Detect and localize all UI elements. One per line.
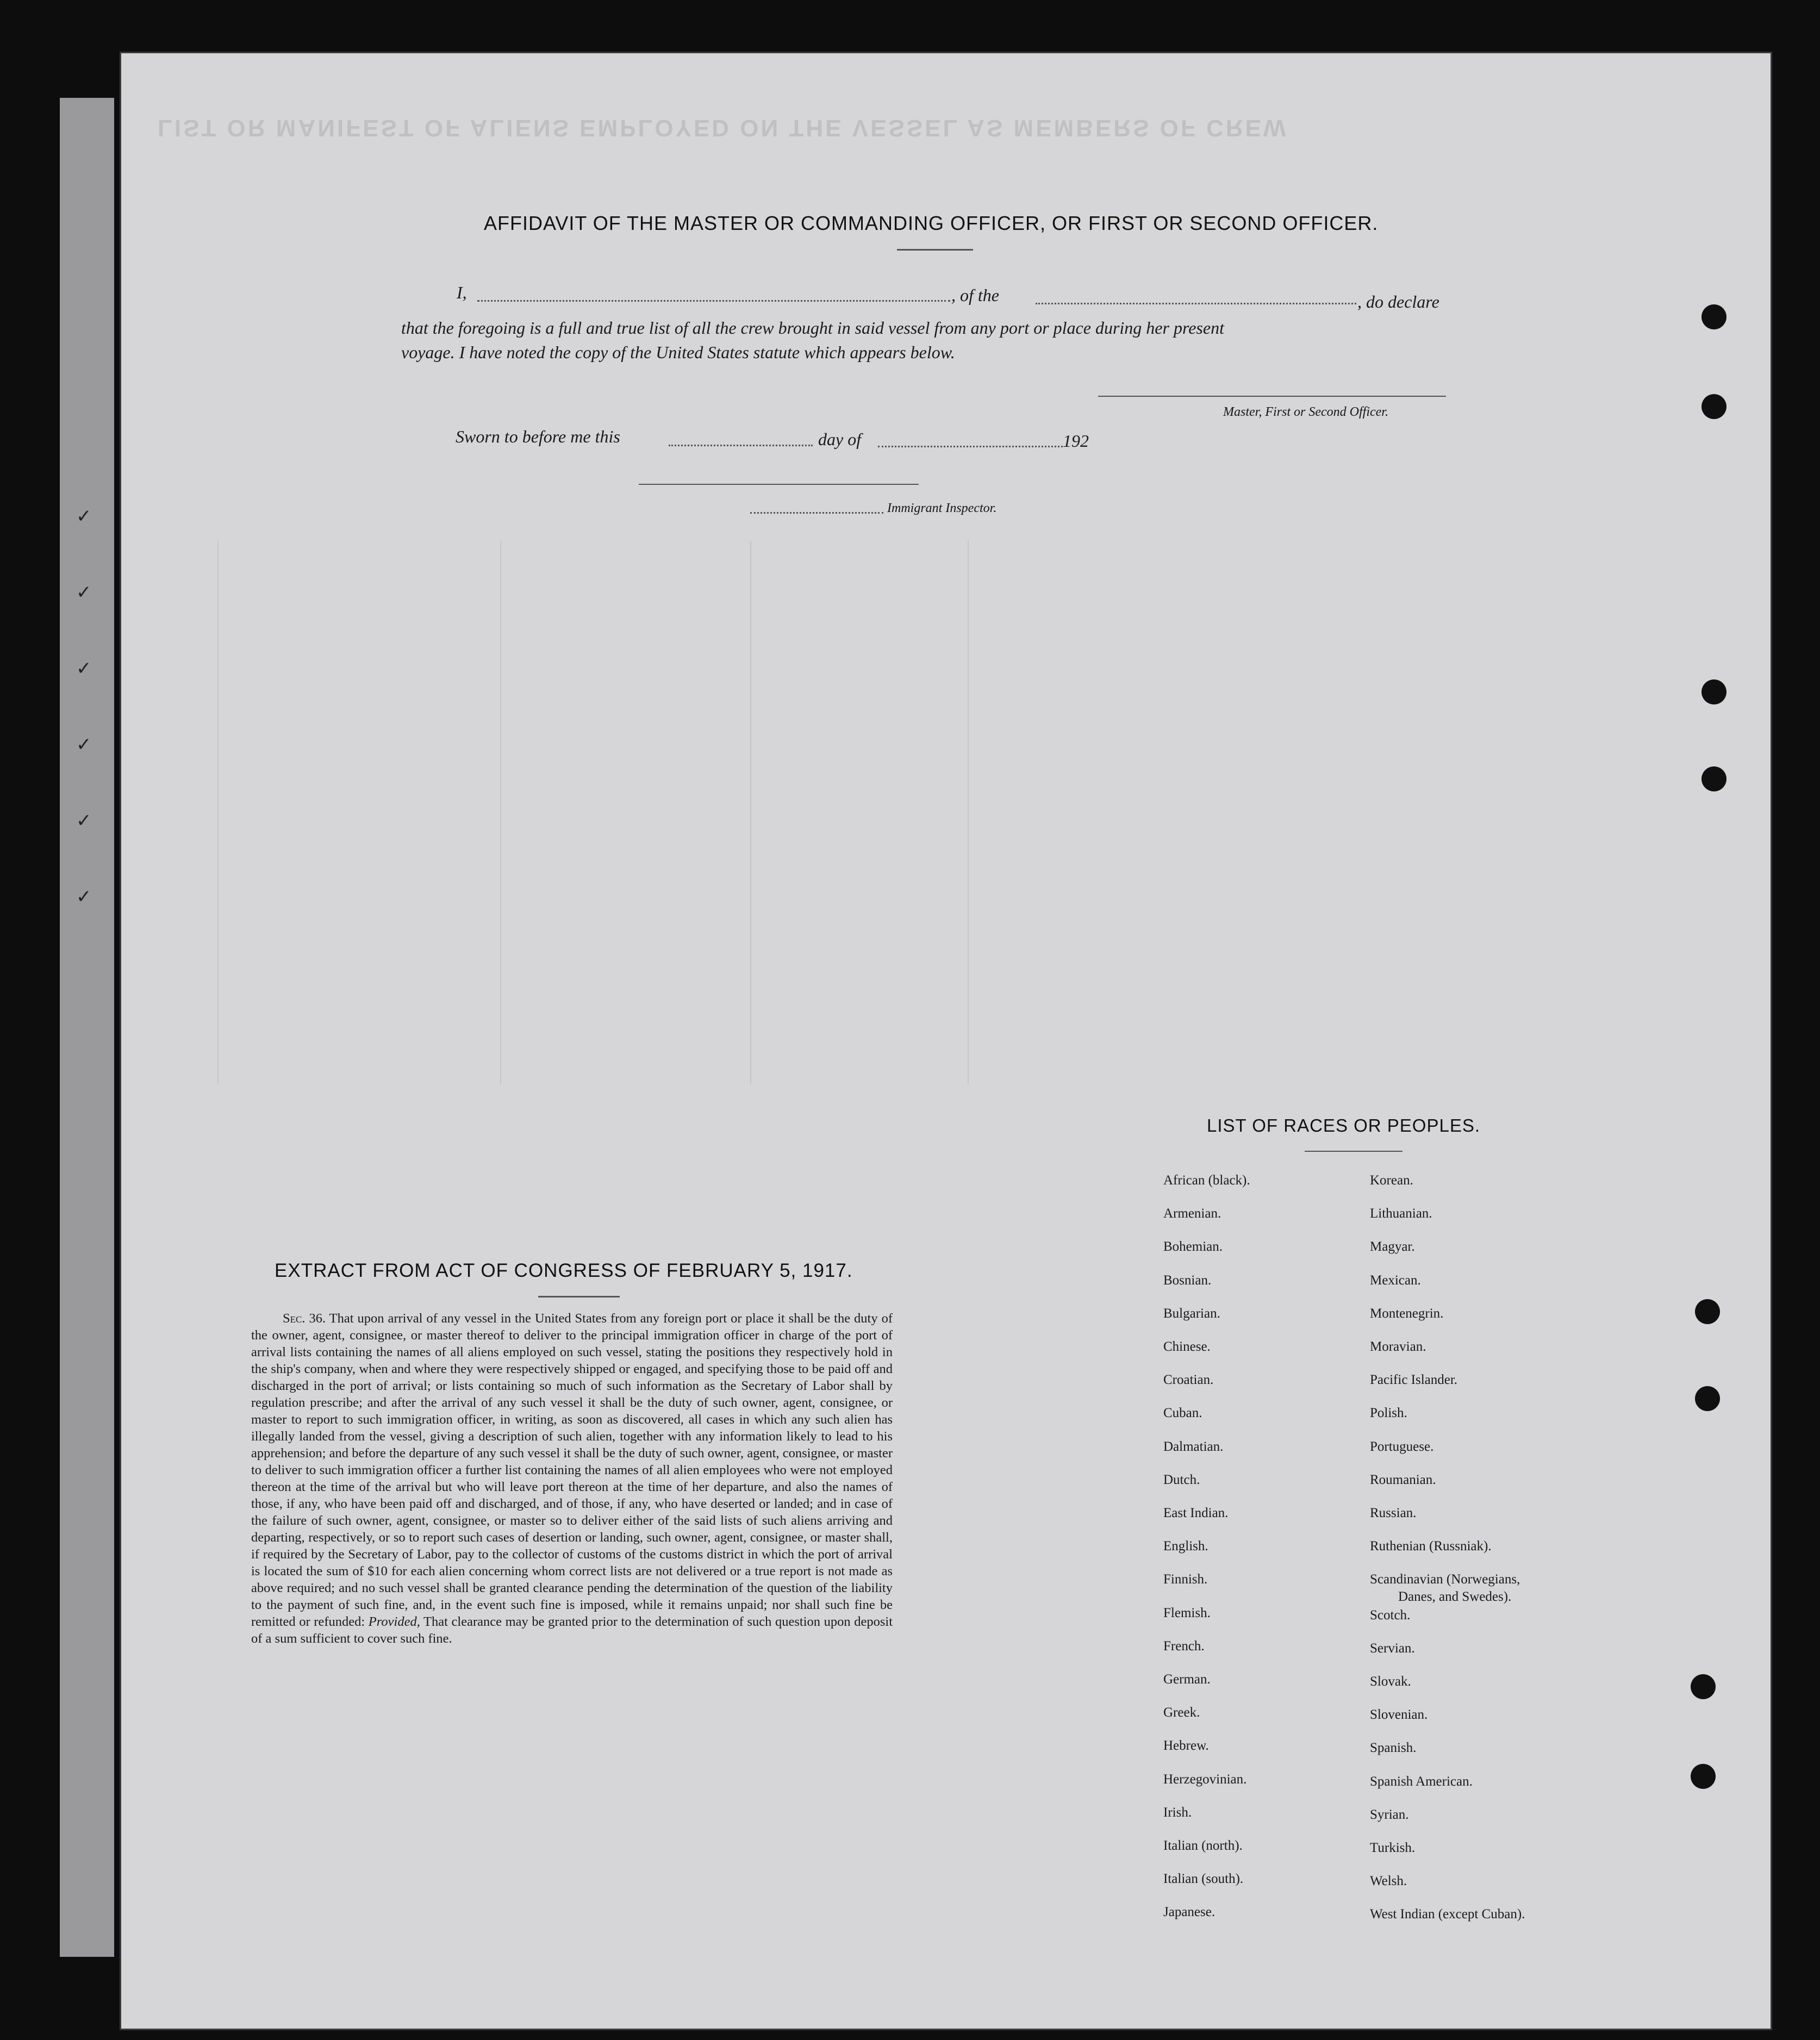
race-entry: English. <box>1163 1539 1208 1554</box>
sworn-year: 192 <box>1063 431 1089 451</box>
race-entry: Spanish. <box>1370 1740 1417 1756</box>
check-mark: ✓ <box>76 734 92 756</box>
affidavit-title: AFFIDAVIT OF THE MASTER OR COMMANDING OFFICER, OR FIRST OR SECOND OFFICER. <box>484 212 1379 234</box>
race-entry: Finnish. <box>1163 1572 1208 1587</box>
race-entry: Spanish American. <box>1370 1774 1473 1789</box>
affidavit-do-declare: , do declare <box>1357 292 1439 311</box>
race-entry: Portuguese. <box>1370 1439 1434 1454</box>
binder-hole <box>1691 1674 1716 1699</box>
race-entry: Lithuanian. <box>1370 1206 1432 1221</box>
sworn-month-field[interactable] <box>878 446 1063 447</box>
race-entry: Slovenian. <box>1370 1707 1428 1723</box>
statute-text <box>251 1310 893 1647</box>
race-entry: Polish. <box>1370 1406 1407 1421</box>
race-entry: Moravian. <box>1370 1339 1426 1354</box>
race-entry: Dutch. <box>1163 1472 1200 1487</box>
faint-grid-line <box>968 541 969 1084</box>
race-entry: Herzegovinian. <box>1163 1771 1247 1787</box>
statute-body-2: That clearance may be granted prior to the determination of such question upon deposit of a sum sufficient to cover such fine. <box>251 1614 893 1646</box>
race-entry: Slovak. <box>1370 1674 1411 1689</box>
binder-hole <box>1701 304 1726 329</box>
race-entry: Greek. <box>1163 1705 1200 1720</box>
race-entry: Korean. <box>1370 1173 1413 1188</box>
races-title: LIST OF RACES OR PEOPLES. <box>1207 1115 1481 1136</box>
race-entry: Turkish. <box>1370 1841 1416 1855</box>
sworn-prefix: Sworn to before me this <box>456 427 620 446</box>
inspector-label: Immigrant Inspector. <box>887 501 997 515</box>
inspector-dotted-line <box>750 512 883 514</box>
binder-hole <box>1701 679 1726 704</box>
extract-title: EXTRACT FROM ACT OF CONGRESS OF FEBRUARY 5, 1917. <box>275 1260 853 1281</box>
binder-hole <box>1691 1764 1716 1789</box>
race-entry: Bosnian. <box>1163 1272 1212 1288</box>
master-signature-field[interactable] <box>1098 396 1446 397</box>
officer-name-field[interactable] <box>477 300 950 302</box>
race-entry: Hebrew. <box>1163 1738 1209 1754</box>
title-rule <box>897 249 973 251</box>
faint-grid-line <box>750 541 751 1084</box>
statute-section-label: Sec. 36. <box>283 1311 326 1326</box>
affidavit-i-label: I, <box>457 283 467 302</box>
inspector-signature-field[interactable] <box>639 484 919 485</box>
race-entry: African (black). <box>1163 1173 1250 1188</box>
race-entry: Italian (south). <box>1163 1871 1244 1887</box>
race-entry: Croatian. <box>1163 1373 1214 1388</box>
race-entry: Dalmatian. <box>1163 1439 1224 1454</box>
race-entry: Magyar. <box>1370 1239 1415 1255</box>
race-entry: Roumanian. <box>1370 1472 1436 1487</box>
race-entry: Montenegrin. <box>1370 1306 1444 1321</box>
race-entry: Ruthenian (Russniak). <box>1370 1539 1492 1554</box>
race-entry: Flemish. <box>1163 1605 1211 1620</box>
race-entry: Japanese. <box>1163 1905 1216 1920</box>
statute-body-1: That upon arrival of any vessel in the United States from any foreign port or place it shall be the duty of the owner, agent, consignee, or master thereof to deliver to the principal immigration officer in charge of the port of arrival lists containing the names of all aliens employed on such vessel, stating the positions they respectively hold in the ship's company, when and where they were respectively shipped or engaged, and specifying those to be paid off and discharged in the port of arrival; or lists containing so much of such information as the Secretary of Labor shall by regulation prescribe; and after the arrival of any such vessel it shall be the duty of such owner, agent, consignee, or master to report to such immigration officer, in writing, as soon as discovered, all cases in which any such alien has illegally landed from the vessel, giving a description of such alien, together with any information likely to lead to his apprehension; and before the departure of any such vessel it shall be the duty of such owner, agent, consignee, or master to deliver to such immigration officer a further list containing the names of all alien employees who were not employed thereon at the time of the arrival but who will leave port thereon at the time of her departure, and also the names of those, if any, who have been paid off and discharged, and of those, if any, who have deserted or landed; and in case of the failure of such owner, agent, consignee, or master so to deliver either of the said lists of such aliens arriving and departing, respectively, or so to report such cases of desertion or landing, such owner, agent, consignee, or master shall, if required by the Secretary of Labor, pay to the collector of customs of the customs district in which the port of arrival is located the sum of $10 for each alien concerning whom correct lists are not delivered or a true report is not made as above required; and no such vessel shall be granted clearance pending the determination of the question of the liability to the payment of such fine, and, in the event such fine is imposed, while it remains unpaid; nor shall such fine be remitted or refunded: <box>251 1311 893 1629</box>
race-entry: Scandinavian (Norwegians, <box>1370 1572 1520 1587</box>
race-entry: Welsh. <box>1370 1874 1407 1889</box>
race-entry: Syrian. <box>1370 1807 1409 1822</box>
race-entry: Cuban. <box>1163 1406 1202 1421</box>
race-entry: Bohemian. <box>1163 1239 1223 1255</box>
race-entry: Scotch. <box>1370 1607 1411 1623</box>
sworn-day-of: day of <box>818 429 862 449</box>
races-rule <box>1305 1151 1403 1152</box>
sworn-day-field[interactable] <box>669 445 813 446</box>
race-entry: Irish. <box>1163 1805 1192 1820</box>
extract-rule <box>538 1296 620 1297</box>
affidavit-declaration-line: that the foregoing is a full and true list of all the crew brought in said vessel from any port or place during her present <box>401 318 1224 338</box>
check-mark: ✓ <box>76 658 92 679</box>
binder-hole <box>1701 766 1726 791</box>
race-entry-continuation: Danes, and Swedes). <box>1398 1589 1512 1604</box>
master-signature-label: Master, First or Second Officer. <box>1223 405 1388 419</box>
race-entry: German. <box>1163 1672 1211 1687</box>
binder-hole <box>1695 1386 1720 1411</box>
race-entry: Chinese. <box>1163 1339 1211 1354</box>
race-entry: East Indian. <box>1163 1506 1229 1520</box>
vessel-name-field[interactable] <box>1036 303 1356 304</box>
check-mark: ✓ <box>76 810 92 832</box>
race-entry: French. <box>1163 1638 1205 1654</box>
statute-provided: Provided, <box>368 1614 420 1629</box>
bleed-through-header: LIST OR MANIFEST OF ALIENS EMPLOYED ON THE VESSEL AS MEMBERS OF CREW <box>158 115 1288 141</box>
race-entry: Bulgarian. <box>1163 1306 1220 1321</box>
affidavit-statute-line: voyage. I have noted the copy of the United States statute which appears below. <box>401 342 955 362</box>
check-mark: ✓ <box>76 582 92 603</box>
race-entry: Italian (north). <box>1163 1838 1243 1853</box>
race-entry: Armenian. <box>1163 1206 1221 1221</box>
faint-grid-line <box>217 541 219 1084</box>
race-entry: Pacific Islander. <box>1370 1373 1458 1388</box>
binder-hole <box>1695 1299 1720 1324</box>
left-margin-strip <box>60 98 114 1957</box>
race-entry: West Indian (except Cuban). <box>1370 1907 1525 1922</box>
race-entry: Servian. <box>1370 1640 1415 1656</box>
race-entry: Russian. <box>1370 1506 1417 1520</box>
race-entry: Mexican. <box>1370 1272 1421 1288</box>
check-mark: ✓ <box>76 506 92 527</box>
binder-hole <box>1701 394 1726 419</box>
check-mark: ✓ <box>76 886 92 908</box>
affidavit-of-the: , of the <box>951 285 999 305</box>
faint-grid-line <box>500 541 501 1084</box>
